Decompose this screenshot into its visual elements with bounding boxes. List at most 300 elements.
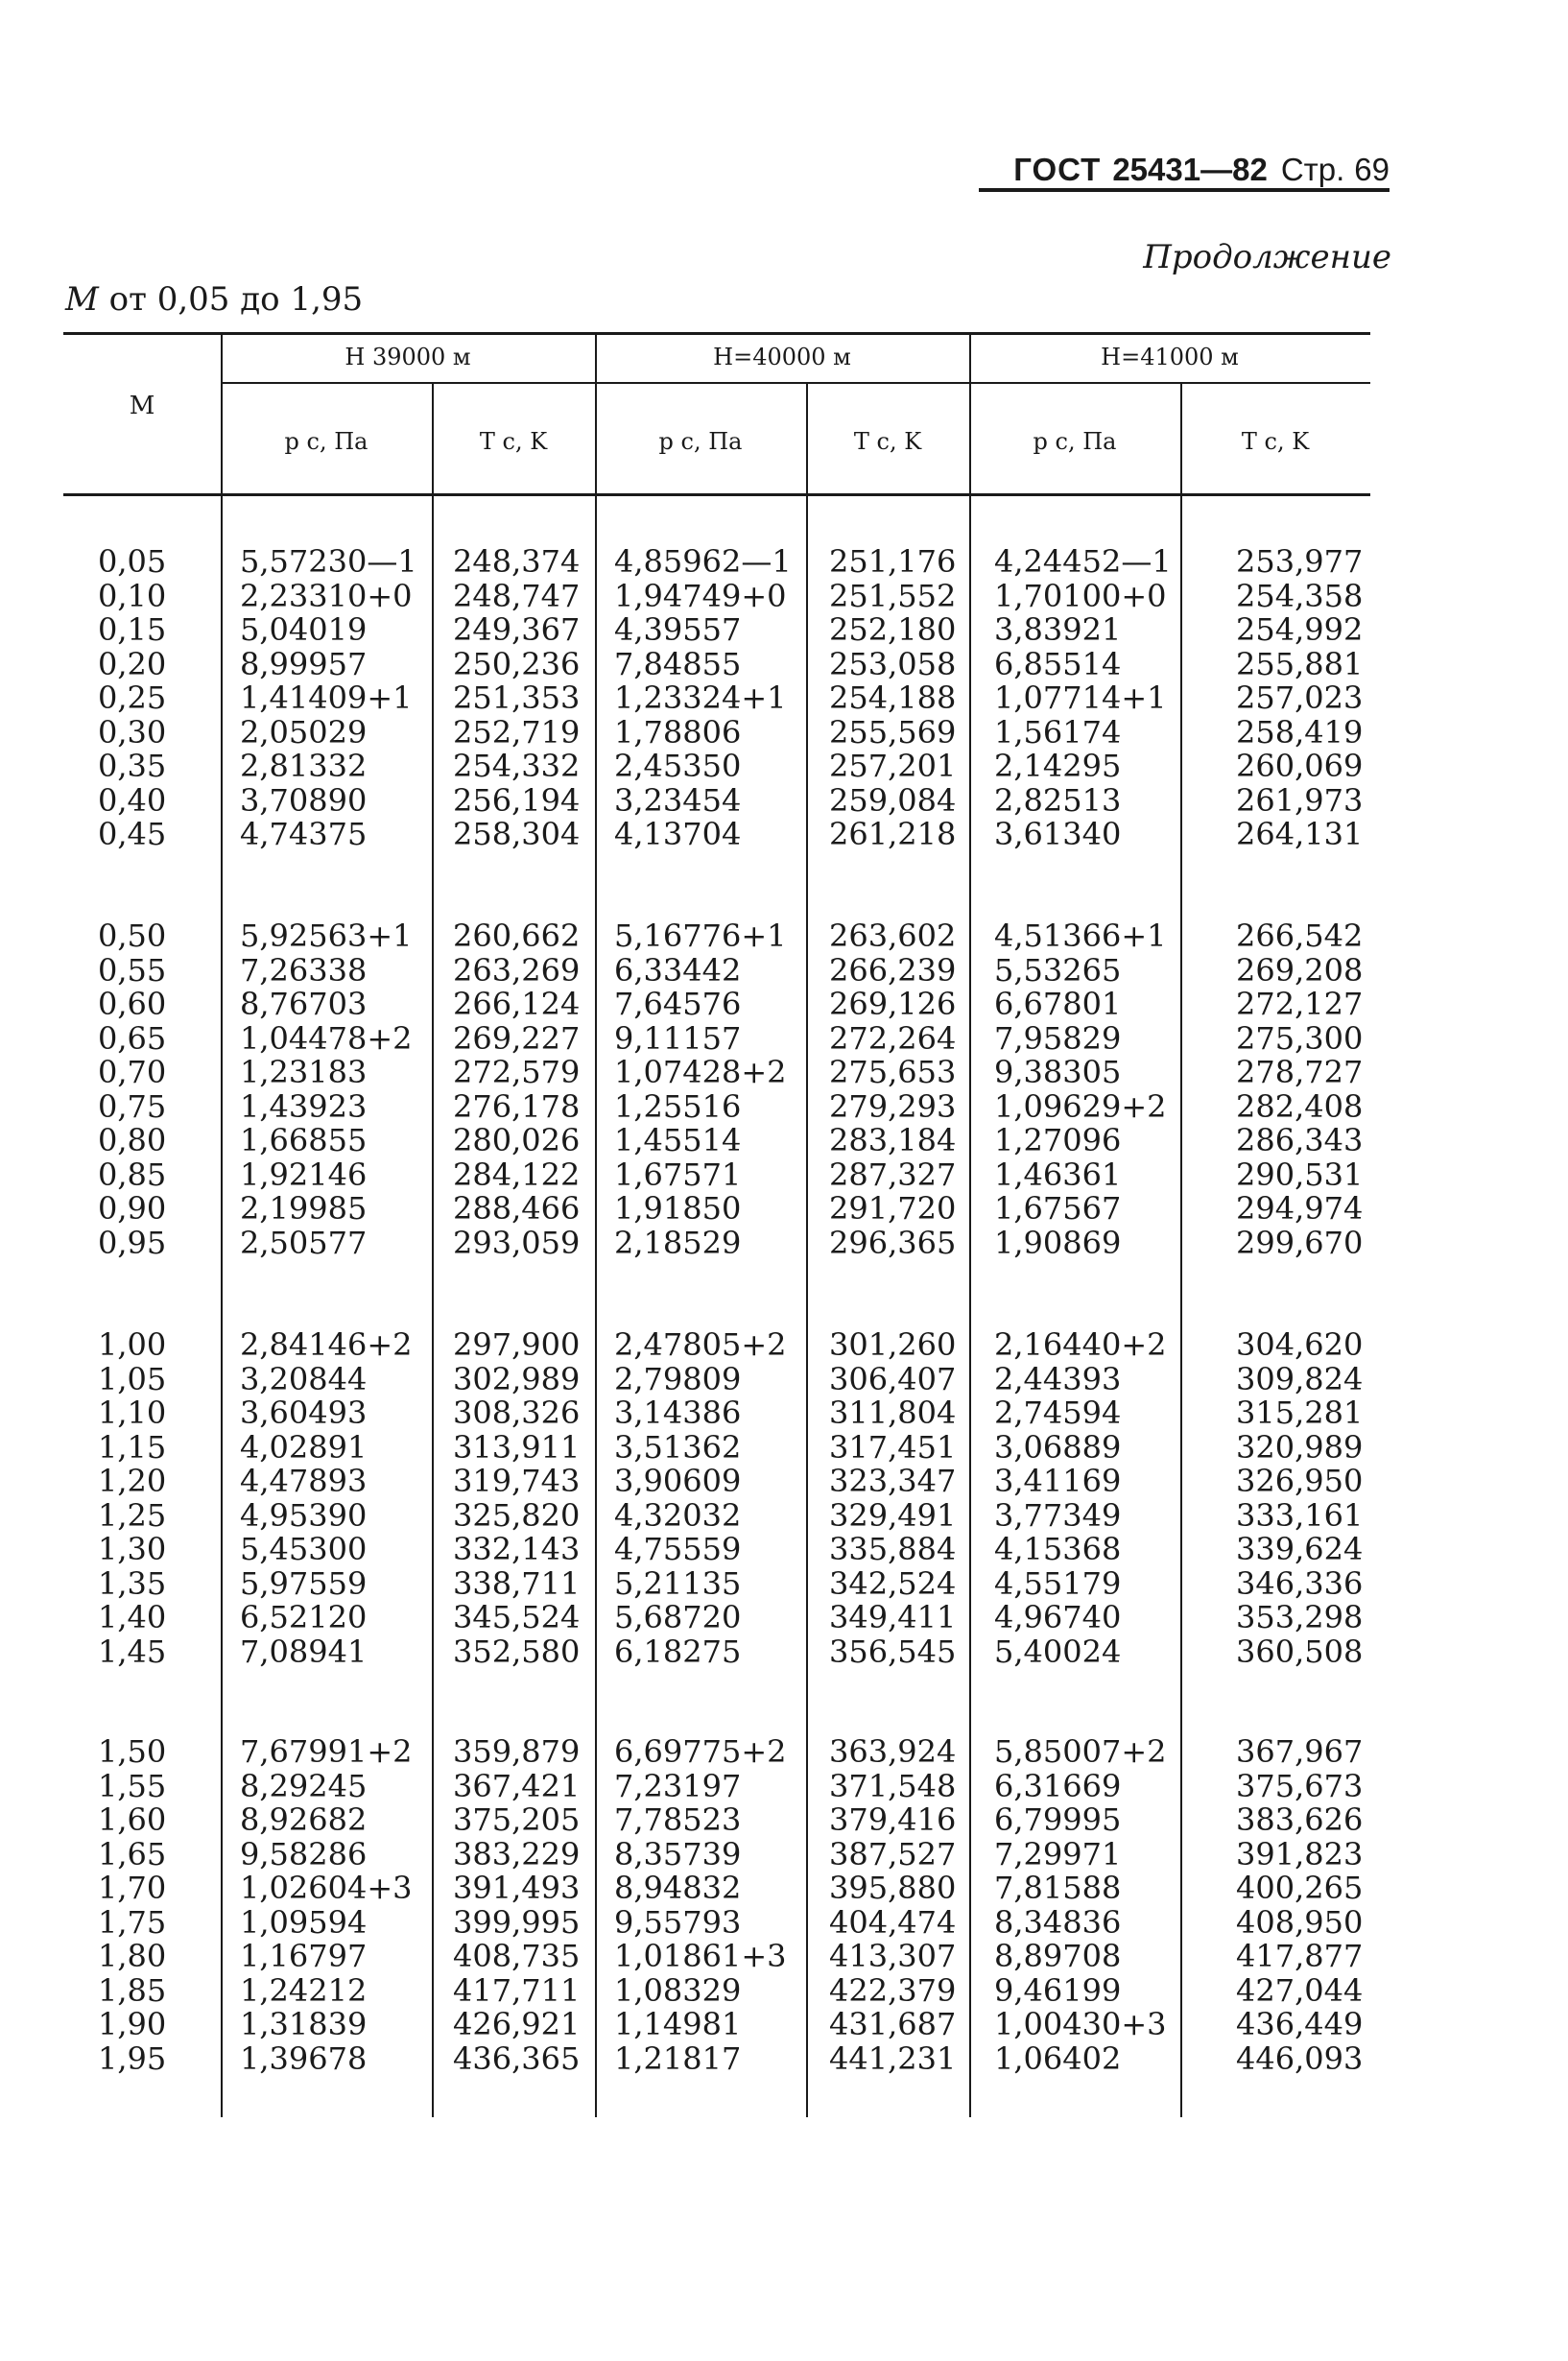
table-row xyxy=(63,988,1370,1022)
table-row xyxy=(63,2008,1370,2042)
cell-temperature-41000: 446,093 xyxy=(1236,2039,1364,2077)
cell-pressure-39000: 1,04478+2 xyxy=(240,1019,413,1057)
cell-pressure-40000: 1,08329 xyxy=(614,1971,742,2009)
cell-temperature-40000: 261,218 xyxy=(829,816,957,852)
cell-pressure-41000: 2,16440+2 xyxy=(994,1326,1167,1363)
cell-pressure-41000: 2,82513 xyxy=(994,781,1122,819)
cell-mach: 0,85 xyxy=(98,1156,167,1193)
cell-temperature-39000: 256,194 xyxy=(453,781,581,819)
table-row xyxy=(63,1533,1370,1567)
cell-pressure-41000: 3,77349 xyxy=(994,1496,1122,1534)
cell-temperature-40000: 252,180 xyxy=(829,611,957,648)
cell-pressure-41000: 1,07714+1 xyxy=(994,680,1167,716)
cell-temperature-41000: 266,542 xyxy=(1236,918,1364,954)
cell-mach: 1,25 xyxy=(98,1496,167,1534)
cell-pressure-39000: 1,02604+3 xyxy=(240,1870,413,1906)
cell-pressure-39000: 1,16797 xyxy=(240,1938,368,1974)
cell-mach: 0,55 xyxy=(98,951,167,989)
cell-temperature-40000: 266,239 xyxy=(829,951,957,989)
col-header-m: M xyxy=(129,392,155,420)
cell-temperature-41000: 253,977 xyxy=(1236,543,1364,580)
cell-temperature-39000: 308,326 xyxy=(453,1395,581,1431)
cell-pressure-40000: 1,91850 xyxy=(614,1190,742,1227)
cell-pressure-40000: 1,67571 xyxy=(614,1156,742,1193)
cell-mach: 1,80 xyxy=(98,1938,167,1974)
altitude-header-40000: H=40000 м xyxy=(713,344,851,370)
cell-pressure-39000: 8,99957 xyxy=(240,645,368,682)
cell-pressure-41000: 8,34836 xyxy=(994,1903,1122,1941)
cell-pressure-40000: 9,11157 xyxy=(614,1019,742,1057)
cell-pressure-39000: 4,74375 xyxy=(240,816,368,852)
cell-temperature-40000: 251,552 xyxy=(829,577,957,614)
table-row xyxy=(63,1087,1370,1125)
table-row xyxy=(63,1056,1370,1090)
cell-pressure-40000: 1,14981 xyxy=(614,2006,742,2042)
col-header-pressure-3: p c, Па xyxy=(1033,428,1117,455)
cell-pressure-39000: 3,20844 xyxy=(240,1360,368,1397)
cell-temperature-41000: 408,950 xyxy=(1236,1903,1364,1941)
cell-temperature-40000: 404,474 xyxy=(829,1903,957,1941)
cell-pressure-40000: 4,39557 xyxy=(614,611,742,648)
cell-pressure-39000: 3,70890 xyxy=(240,781,368,819)
cell-pressure-41000: 4,24452—1 xyxy=(994,543,1172,580)
cell-temperature-39000: 249,367 xyxy=(453,611,581,648)
cell-pressure-40000: 6,69775+2 xyxy=(614,1733,787,1770)
table-row xyxy=(63,1735,1370,1770)
cell-pressure-40000: 4,75559 xyxy=(614,1531,742,1567)
cell-temperature-39000: 260,662 xyxy=(453,918,581,954)
cell-mach: 0,95 xyxy=(98,1224,167,1261)
cell-pressure-41000: 4,15368 xyxy=(994,1531,1122,1567)
cell-temperature-41000: 367,967 xyxy=(1236,1733,1364,1770)
cell-temperature-41000: 360,508 xyxy=(1236,1633,1364,1670)
cell-pressure-39000: 1,24212 xyxy=(240,1971,368,2009)
cell-temperature-40000: 371,548 xyxy=(829,1767,957,1804)
cell-temperature-40000: 283,184 xyxy=(829,1122,957,1158)
cell-pressure-40000: 1,21817 xyxy=(614,2039,742,2077)
cell-temperature-39000: 288,466 xyxy=(453,1190,581,1227)
cell-mach: 0,35 xyxy=(98,748,167,784)
cell-temperature-39000: 338,711 xyxy=(453,1564,581,1602)
cell-pressure-40000: 8,94832 xyxy=(614,1870,742,1906)
cell-pressure-39000: 8,76703 xyxy=(240,986,368,1022)
col-header-pressure-1: p c, Па xyxy=(284,428,368,455)
table-row xyxy=(63,1903,1370,1941)
cell-temperature-40000: 356,545 xyxy=(829,1633,957,1670)
cell-pressure-40000: 9,55793 xyxy=(614,1903,742,1941)
table-row xyxy=(63,1835,1370,1872)
cell-pressure-41000: 4,51366+1 xyxy=(994,918,1167,954)
cell-temperature-41000: 258,419 xyxy=(1236,713,1364,751)
cell-pressure-40000: 4,32032 xyxy=(614,1496,742,1534)
table-row xyxy=(63,1767,1370,1804)
cell-pressure-39000: 2,50577 xyxy=(240,1224,368,1261)
cell-pressure-39000: 1,23183 xyxy=(240,1054,368,1090)
cell-temperature-41000: 254,358 xyxy=(1236,577,1364,614)
cell-temperature-41000: 290,531 xyxy=(1236,1156,1364,1193)
table-row xyxy=(63,645,1370,682)
cell-mach: 1,95 xyxy=(98,2039,167,2077)
cell-pressure-39000: 7,08941 xyxy=(240,1633,368,1670)
gost-label: ГОСТ xyxy=(1013,152,1102,187)
cell-pressure-41000: 5,53265 xyxy=(994,951,1122,989)
cell-mach: 0,75 xyxy=(98,1087,167,1125)
cell-temperature-40000: 387,527 xyxy=(829,1835,957,1872)
cell-temperature-40000: 296,365 xyxy=(829,1224,957,1261)
cell-pressure-41000: 6,79995 xyxy=(994,1801,1122,1838)
cell-pressure-40000: 7,23197 xyxy=(614,1767,742,1804)
cell-temperature-40000: 253,058 xyxy=(829,645,957,682)
cell-temperature-41000: 299,670 xyxy=(1236,1224,1364,1261)
cell-temperature-41000: 353,298 xyxy=(1236,1599,1364,1635)
cell-pressure-39000: 4,47893 xyxy=(240,1463,368,1499)
cell-temperature-41000: 269,208 xyxy=(1236,951,1364,989)
cell-pressure-40000: 1,07428+2 xyxy=(614,1054,787,1090)
cell-pressure-40000: 7,84855 xyxy=(614,645,742,682)
cell-pressure-39000: 1,31839 xyxy=(240,2006,368,2042)
cell-temperature-41000: 383,626 xyxy=(1236,1801,1364,1838)
cell-mach: 0,10 xyxy=(98,577,167,614)
cell-pressure-40000: 3,14386 xyxy=(614,1395,742,1431)
cell-mach: 1,30 xyxy=(98,1531,167,1567)
cell-pressure-41000: 9,38305 xyxy=(994,1054,1122,1090)
cell-pressure-41000: 9,46199 xyxy=(994,1971,1122,2009)
cell-temperature-40000: 257,201 xyxy=(829,748,957,784)
cell-temperature-41000: 275,300 xyxy=(1236,1019,1364,1057)
cell-pressure-40000: 2,47805+2 xyxy=(614,1326,787,1363)
cell-temperature-39000: 391,493 xyxy=(453,1870,581,1906)
cell-temperature-39000: 272,579 xyxy=(453,1054,581,1090)
cell-mach: 0,90 xyxy=(98,1190,167,1227)
cell-temperature-41000: 375,673 xyxy=(1236,1767,1364,1804)
altitude-header-41000: H=41000 м xyxy=(1101,344,1239,370)
altitude-header-39000: H 39000 м xyxy=(344,344,471,370)
cell-temperature-41000: 286,343 xyxy=(1236,1122,1364,1158)
cell-pressure-41000: 1,67567 xyxy=(994,1190,1122,1227)
cell-temperature-40000: 335,884 xyxy=(829,1531,957,1567)
cell-pressure-40000: 3,51362 xyxy=(614,1428,742,1466)
cell-mach: 0,60 xyxy=(98,986,167,1022)
cell-pressure-39000: 2,19985 xyxy=(240,1190,368,1227)
table-row xyxy=(63,1124,1370,1158)
cell-mach: 1,40 xyxy=(98,1599,167,1635)
cell-temperature-39000: 248,374 xyxy=(453,543,581,580)
table-row xyxy=(63,1971,1370,2009)
cell-temperature-40000: 301,260 xyxy=(829,1326,957,1363)
cell-pressure-41000: 3,41169 xyxy=(994,1463,1122,1499)
cell-pressure-39000: 1,41409+1 xyxy=(240,680,413,716)
cell-pressure-39000: 1,09594 xyxy=(240,1903,368,1941)
cell-temperature-41000: 304,620 xyxy=(1236,1326,1364,1363)
cell-temperature-39000: 359,879 xyxy=(453,1733,581,1770)
cell-temperature-41000: 278,727 xyxy=(1236,1054,1364,1090)
cell-temperature-39000: 280,026 xyxy=(453,1122,581,1158)
cell-pressure-39000: 1,92146 xyxy=(240,1156,368,1193)
table-caption xyxy=(65,280,363,319)
cell-pressure-41000: 1,46361 xyxy=(994,1156,1122,1193)
cell-mach: 0,20 xyxy=(98,645,167,682)
cell-mach: 1,35 xyxy=(98,1564,167,1602)
cell-pressure-41000: 3,83921 xyxy=(994,611,1122,648)
cell-temperature-39000: 417,711 xyxy=(453,1971,581,2009)
cell-mach: 0,40 xyxy=(98,781,167,819)
continuation-label: Продолжение xyxy=(1143,238,1391,276)
cell-pressure-39000: 1,66855 xyxy=(240,1122,368,1158)
cell-temperature-40000: 255,569 xyxy=(829,713,957,751)
cell-temperature-40000: 422,379 xyxy=(829,1971,957,2009)
cell-pressure-41000: 1,27096 xyxy=(994,1122,1122,1158)
cell-mach: 0,45 xyxy=(98,816,167,852)
table-row xyxy=(63,713,1370,751)
cell-temperature-41000: 391,823 xyxy=(1236,1835,1364,1872)
cell-pressure-41000: 2,14295 xyxy=(994,748,1122,784)
cell-temperature-41000: 282,408 xyxy=(1236,1087,1364,1125)
cell-pressure-39000: 2,84146+2 xyxy=(240,1326,413,1363)
cell-temperature-41000: 320,989 xyxy=(1236,1428,1364,1466)
table-row xyxy=(63,1158,1370,1193)
cell-temperature-39000: 352,580 xyxy=(453,1633,581,1670)
cell-pressure-40000: 5,21135 xyxy=(614,1564,742,1602)
cell-temperature-41000: 339,624 xyxy=(1236,1531,1364,1567)
cell-mach: 0,25 xyxy=(98,680,167,716)
caption-range: от 0,05 до 1,95 xyxy=(108,280,364,319)
cell-temperature-39000: 345,524 xyxy=(453,1599,581,1635)
table-row xyxy=(63,1328,1370,1363)
cell-pressure-41000: 5,40024 xyxy=(994,1633,1122,1670)
cell-temperature-39000: 250,236 xyxy=(453,645,581,682)
cell-mach: 1,70 xyxy=(98,1870,167,1906)
cell-pressure-39000: 5,92563+1 xyxy=(240,918,413,954)
cell-pressure-41000: 6,67801 xyxy=(994,986,1122,1022)
cell-temperature-40000: 306,407 xyxy=(829,1360,957,1397)
cell-mach: 0,50 xyxy=(98,918,167,954)
cell-pressure-39000: 5,97559 xyxy=(240,1564,368,1602)
col-header-temperature-3: T c, K xyxy=(1241,428,1310,455)
cell-temperature-40000: 251,176 xyxy=(829,543,957,580)
cell-pressure-40000: 5,16776+1 xyxy=(614,918,787,954)
table-row xyxy=(63,577,1370,614)
cell-temperature-41000: 264,131 xyxy=(1236,816,1364,852)
cell-pressure-41000: 7,29971 xyxy=(994,1835,1122,1872)
cell-pressure-40000: 1,01861+3 xyxy=(614,1938,787,1974)
cell-pressure-41000: 7,81588 xyxy=(994,1870,1122,1906)
cell-temperature-39000: 426,921 xyxy=(453,2006,581,2042)
cell-temperature-41000: 346,336 xyxy=(1236,1564,1364,1602)
cell-temperature-41000: 255,881 xyxy=(1236,645,1364,682)
cell-mach: 1,00 xyxy=(98,1326,167,1363)
cell-temperature-40000: 431,687 xyxy=(829,2006,957,2042)
table-row xyxy=(63,2039,1370,2077)
cell-temperature-39000: 254,332 xyxy=(453,748,581,784)
cell-pressure-39000: 5,45300 xyxy=(240,1531,368,1567)
cell-mach: 1,15 xyxy=(98,1428,167,1466)
cell-temperature-39000: 375,205 xyxy=(453,1801,581,1838)
col-header-temperature-2: T c, K xyxy=(853,428,922,455)
table-row xyxy=(63,681,1370,716)
cell-mach: 1,50 xyxy=(98,1733,167,1770)
table-row xyxy=(63,818,1370,852)
cell-mach: 0,05 xyxy=(98,543,167,580)
cell-pressure-41000: 4,55179 xyxy=(994,1564,1122,1602)
cell-temperature-39000: 252,719 xyxy=(453,713,581,751)
cell-pressure-39000: 7,26338 xyxy=(240,951,368,989)
cell-temperature-41000: 260,069 xyxy=(1236,748,1364,784)
cell-temperature-41000: 417,877 xyxy=(1236,1938,1364,1974)
cell-temperature-40000: 323,347 xyxy=(829,1463,957,1499)
cell-pressure-39000: 2,81332 xyxy=(240,748,368,784)
cell-mach: 1,10 xyxy=(98,1395,167,1431)
cell-temperature-40000: 329,491 xyxy=(829,1496,957,1534)
cell-mach: 1,05 xyxy=(98,1360,167,1397)
cell-mach: 1,65 xyxy=(98,1835,167,1872)
cell-pressure-40000: 1,45514 xyxy=(614,1122,742,1158)
cell-temperature-39000: 269,227 xyxy=(453,1019,581,1057)
table-row xyxy=(63,1465,1370,1499)
cell-temperature-40000: 342,524 xyxy=(829,1564,957,1602)
cell-pressure-41000: 2,44393 xyxy=(994,1360,1122,1397)
cell-pressure-40000: 2,79809 xyxy=(614,1360,742,1397)
table-row xyxy=(63,781,1370,819)
cell-temperature-40000: 275,653 xyxy=(829,1054,957,1090)
cell-temperature-40000: 317,451 xyxy=(829,1428,957,1466)
cell-pressure-39000: 5,04019 xyxy=(240,611,368,648)
cell-mach: 1,20 xyxy=(98,1463,167,1499)
table-row xyxy=(63,1360,1370,1397)
table-row xyxy=(63,1872,1370,1906)
cell-pressure-41000: 4,96740 xyxy=(994,1599,1122,1635)
table-row xyxy=(63,1224,1370,1261)
cell-temperature-40000: 395,880 xyxy=(829,1870,957,1906)
table-top-rule xyxy=(63,332,1370,335)
cell-pressure-39000: 5,57230—1 xyxy=(240,543,417,580)
cell-pressure-39000: 8,29245 xyxy=(240,1767,368,1804)
cell-temperature-39000: 436,365 xyxy=(453,2039,581,2077)
cell-temperature-40000: 311,804 xyxy=(829,1395,957,1431)
cell-temperature-39000: 251,353 xyxy=(453,680,581,716)
cell-pressure-40000: 6,18275 xyxy=(614,1633,742,1670)
cell-temperature-39000: 297,900 xyxy=(453,1326,581,1363)
cell-pressure-40000: 1,94749+0 xyxy=(614,577,787,614)
cell-pressure-41000: 1,00430+3 xyxy=(994,2006,1167,2042)
cell-temperature-41000: 333,161 xyxy=(1236,1496,1364,1534)
table-row xyxy=(63,919,1370,954)
table-row xyxy=(63,1940,1370,1974)
cell-temperature-39000: 383,229 xyxy=(453,1835,581,1872)
table-row xyxy=(63,951,1370,989)
cell-temperature-39000: 266,124 xyxy=(453,986,581,1022)
cell-temperature-40000: 287,327 xyxy=(829,1156,957,1193)
cell-pressure-40000: 6,33442 xyxy=(614,951,742,989)
cell-mach: 1,85 xyxy=(98,1971,167,2009)
cell-pressure-39000: 4,02891 xyxy=(240,1428,368,1466)
table-row xyxy=(63,1803,1370,1838)
cell-temperature-39000: 313,911 xyxy=(453,1428,581,1466)
col-header-pressure-2: p c, Па xyxy=(658,428,743,455)
cell-pressure-40000: 1,23324+1 xyxy=(614,680,787,716)
cell-temperature-41000: 257,023 xyxy=(1236,680,1364,716)
cell-temperature-41000: 315,281 xyxy=(1236,1395,1364,1431)
cell-temperature-39000: 367,421 xyxy=(453,1767,581,1804)
cell-pressure-41000: 7,95829 xyxy=(994,1019,1122,1057)
table-row xyxy=(63,1192,1370,1227)
cell-pressure-40000: 4,85962—1 xyxy=(614,543,792,580)
cell-pressure-39000: 9,58286 xyxy=(240,1835,368,1872)
cell-pressure-41000: 6,31669 xyxy=(994,1767,1122,1804)
table-row xyxy=(63,1428,1370,1466)
cell-temperature-41000: 326,950 xyxy=(1236,1463,1364,1499)
cell-mach: 0,80 xyxy=(98,1122,167,1158)
cell-pressure-39000: 7,67991+2 xyxy=(240,1733,413,1770)
cell-temperature-39000: 263,269 xyxy=(453,951,581,989)
cell-temperature-40000: 291,720 xyxy=(829,1190,957,1227)
cell-pressure-41000: 5,85007+2 xyxy=(994,1733,1167,1770)
cell-pressure-41000: 1,06402 xyxy=(994,2039,1122,2077)
cell-mach: 1,75 xyxy=(98,1903,167,1941)
cell-mach: 1,55 xyxy=(98,1767,167,1804)
table-row xyxy=(63,1564,1370,1602)
altitude-header-rule xyxy=(221,382,1370,384)
caption-variable: M xyxy=(65,280,99,319)
cell-pressure-41000: 6,85514 xyxy=(994,645,1122,682)
cell-temperature-39000: 319,743 xyxy=(453,1463,581,1499)
atmosphere-table xyxy=(63,332,1370,2117)
page-label: Стр. xyxy=(1280,152,1345,187)
cell-pressure-39000: 4,95390 xyxy=(240,1496,368,1534)
cell-temperature-39000: 258,304 xyxy=(453,816,581,852)
cell-mach: 0,65 xyxy=(98,1019,167,1057)
cell-temperature-40000: 379,416 xyxy=(829,1801,957,1838)
table-row xyxy=(63,613,1370,648)
cell-temperature-40000: 441,231 xyxy=(829,2039,957,2077)
standard-number: 25431—82 xyxy=(1112,152,1268,187)
cell-pressure-40000: 2,18529 xyxy=(614,1224,742,1261)
page-number: 69 xyxy=(1354,152,1390,187)
table-row xyxy=(63,1396,1370,1431)
cell-pressure-41000: 1,70100+0 xyxy=(994,577,1167,614)
cell-pressure-41000: 2,74594 xyxy=(994,1395,1122,1431)
cell-temperature-39000: 302,989 xyxy=(453,1360,581,1397)
cell-temperature-40000: 413,307 xyxy=(829,1938,957,1974)
cell-temperature-40000: 269,126 xyxy=(829,986,957,1022)
cell-temperature-39000: 276,178 xyxy=(453,1087,581,1125)
cell-pressure-41000: 3,06889 xyxy=(994,1428,1122,1466)
cell-temperature-40000: 259,084 xyxy=(829,781,957,819)
cell-pressure-40000: 5,68720 xyxy=(614,1599,742,1635)
table-row xyxy=(63,545,1370,580)
cell-pressure-40000: 3,23454 xyxy=(614,781,742,819)
cell-mach: 1,90 xyxy=(98,2006,167,2042)
cell-temperature-41000: 436,449 xyxy=(1236,2006,1364,2042)
cell-pressure-41000: 1,56174 xyxy=(994,713,1122,751)
cell-pressure-39000: 6,52120 xyxy=(240,1599,368,1635)
cell-mach: 1,45 xyxy=(98,1633,167,1670)
cell-mach: 0,15 xyxy=(98,611,167,648)
cell-pressure-39000: 2,23310+0 xyxy=(240,577,413,614)
cell-temperature-40000: 254,188 xyxy=(829,680,957,716)
cell-temperature-39000: 399,995 xyxy=(453,1903,581,1941)
cell-temperature-39000: 408,735 xyxy=(453,1938,581,1974)
col-header-temperature-1: T c, K xyxy=(479,428,548,455)
cell-pressure-39000: 2,05029 xyxy=(240,713,368,751)
table-row xyxy=(63,1635,1370,1670)
cell-temperature-40000: 363,924 xyxy=(829,1733,957,1770)
cell-temperature-40000: 263,602 xyxy=(829,918,957,954)
cell-temperature-40000: 272,264 xyxy=(829,1019,957,1057)
cell-temperature-41000: 272,127 xyxy=(1236,986,1364,1022)
table-row xyxy=(63,1019,1370,1057)
table-row xyxy=(63,1601,1370,1635)
cell-pressure-39000: 3,60493 xyxy=(240,1395,368,1431)
